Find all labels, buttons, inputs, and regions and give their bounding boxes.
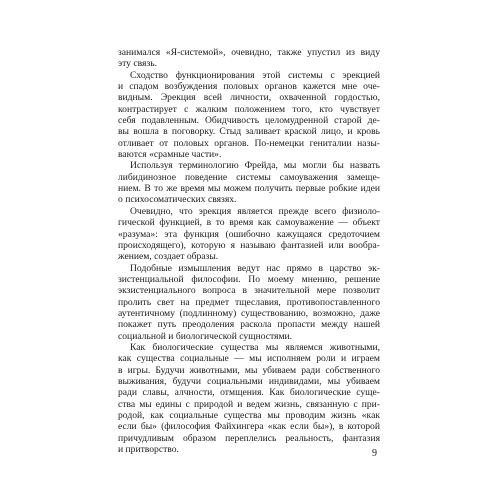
text-line: гической функцией, в то время как самоуважение — объект (118, 217, 380, 229)
text-line: происходящего), которую я называю фантазией или вообра- (118, 239, 380, 251)
text-line: нием. В то же время мы можем получить первые робкие идеи (118, 183, 380, 195)
text-line: покажет путь преодоления раскола пропасти между нашей (118, 319, 380, 331)
text-line: зистенциальной философии. По моему мнению, решение (118, 273, 380, 285)
text-line: себя подавленным. Обидчивость целомудренной старой де- (118, 115, 380, 127)
text-line: Сходство функционирования этой системы с эрекцией (130, 69, 380, 81)
text-line: если бы» (философия Файхингера «как если бы»), в которой (118, 421, 380, 433)
page-number: 9 (372, 448, 377, 459)
text-line: видным. Эрекция всей личности, охваченной гордостью, (118, 92, 380, 104)
text-line: занимался «Я-системой», очевидно, также упустил из виду (118, 47, 380, 58)
text-line: родой, как социальные существа мы проводим жизнь «как (118, 410, 380, 421)
text-line: о психосоматических связях. (118, 194, 237, 206)
paragraph (118, 342, 380, 455)
text-line: Как биологические существа мы являемся животными, (130, 341, 380, 353)
paragraph (118, 47, 380, 70)
text-line: Очевидно, что эрекция является прежде всего физиоло- (130, 205, 380, 217)
text-line: жением, создает образы. (118, 251, 219, 263)
text-line: экзистенциального вопроса в значительной мере позволит (118, 285, 380, 297)
text-line: либидинозное поведение системы самоуважения замеще- (118, 171, 380, 183)
text-line: отливает от половых органов. По-немецки гениталии назы- (118, 137, 380, 149)
text-line: аутентичному (подлинному) существованию, возможно, даже (118, 307, 380, 319)
text-line: и притворство. (118, 444, 179, 456)
text-line: вы вошла в поговорку. Стыд заливает краской лицо, и кровь (118, 126, 380, 138)
paragraph (118, 160, 380, 205)
paragraph (118, 263, 380, 342)
text-line: ради славы, алчности, отмщения. Как биологические суще- (118, 387, 380, 399)
text-line: в игры. Будучи животными, мы убиваем ради собственного (118, 364, 380, 376)
text-line: контрастирует с жалким положением того, кто чувствует (118, 103, 380, 115)
text-line: ства мы едины с природой и ведем жизнь, связанную с при- (118, 398, 380, 410)
text-line: Подобные измышления ведут нас прямо в царство эк- (130, 262, 380, 274)
body-text (118, 47, 380, 455)
text-line: «разума»: эта функция (ошибочно кажущаяся средоточием (118, 228, 380, 240)
text-line: как существа социальные — мы исполняем роли и играем (118, 353, 380, 365)
text-line: эту связь. (118, 58, 158, 70)
text-line: социальной и биологической сущностями. (118, 330, 293, 342)
text-line: причудливым образом переплелись реальность, фантазия (118, 432, 380, 444)
paragraph (118, 70, 380, 161)
paragraph (118, 206, 380, 263)
text-line: и спадом возбуждения половых органов кажется мне оче- (118, 81, 380, 93)
text-line: выживания, будучи социальными индивидами, мы убиваем (118, 375, 380, 387)
text-line: Используя терминологию Фрейда, мы могли бы назвать (130, 160, 380, 172)
text-line: ваются «срамные части». (118, 149, 222, 161)
text-line: пролить свет на предмет тщеславия, противопоставленного (118, 296, 380, 308)
